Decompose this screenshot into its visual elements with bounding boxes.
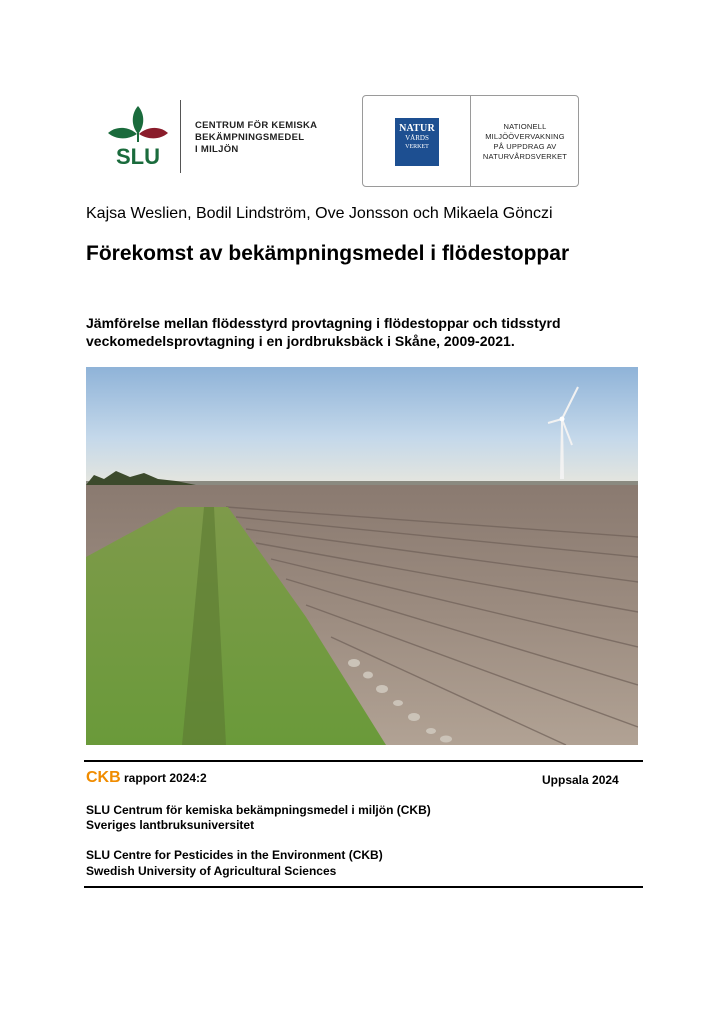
ckb-unit-line: I MILJÖN: [195, 144, 239, 155]
authors: Kajsa Weslien, Bodil Lindström, Ove Jonsson och Mikaela Gönczi: [86, 205, 553, 222]
bottom-rule: [84, 886, 643, 888]
report-number: rapport 2024:2: [124, 771, 207, 785]
nv-caption-line: NATIONELL: [503, 122, 547, 131]
ckb-unit-line: CENTRUM FÖR KEMISKA: [195, 120, 318, 131]
ckb-series-label: CKB: [86, 769, 121, 786]
photo-sky: [86, 367, 638, 485]
naturvardsverket-caption: [472, 122, 578, 162]
nv-logo-line: VÅRDS: [405, 134, 429, 142]
report-subtitle: Jämförelse mellan flödesstyrd provtagning i flödestoppar och tidsstyrd veckomedelsprovtagning i en jordbruksbäck i Skåne, 2009-2021.: [86, 315, 561, 349]
cover-photo: [86, 367, 638, 745]
nv-logo-line: VERKET: [405, 144, 429, 150]
institution-line: Sveriges lantbruksuniversitet: [86, 818, 255, 832]
nv-caption-line: NATURVÅRDSVERKET: [482, 152, 568, 161]
ckb-unit-line: BEKÄMPNINGSMEDEL: [195, 132, 305, 143]
place-year: Uppsala 2024: [542, 773, 619, 787]
report-title: Förekomst av bekämpningsmedel i flödestoppar: [86, 242, 570, 265]
institution-line: SLU Centre for Pesticides in the Environment (CKB): [86, 848, 383, 862]
ckb-unit-name: [195, 120, 317, 156]
institution-line: SLU Centrum för kemiska bekämpningsmedel i miljön (CKB): [86, 803, 431, 817]
nv-caption-line: MILJÖÖVERVAKNING: [485, 132, 565, 141]
report-number-line: [86, 769, 207, 787]
institution-line: Swedish University of Agricultural Sciences: [86, 864, 337, 878]
nv-logo-line: NATUR: [399, 123, 435, 134]
institution-english: [86, 847, 383, 879]
slu-logo-divider: [180, 100, 181, 173]
top-rule: [84, 760, 643, 762]
nv-caption-line: PÅ UPPDRAG AV: [493, 142, 557, 151]
slu-wordmark: SLU: [116, 144, 160, 169]
slu-logo-icon: [104, 100, 176, 172]
institution-swedish: [86, 803, 431, 833]
naturvardsverket-logo: [395, 118, 439, 166]
naturvardsverket-divider: [470, 96, 471, 186]
